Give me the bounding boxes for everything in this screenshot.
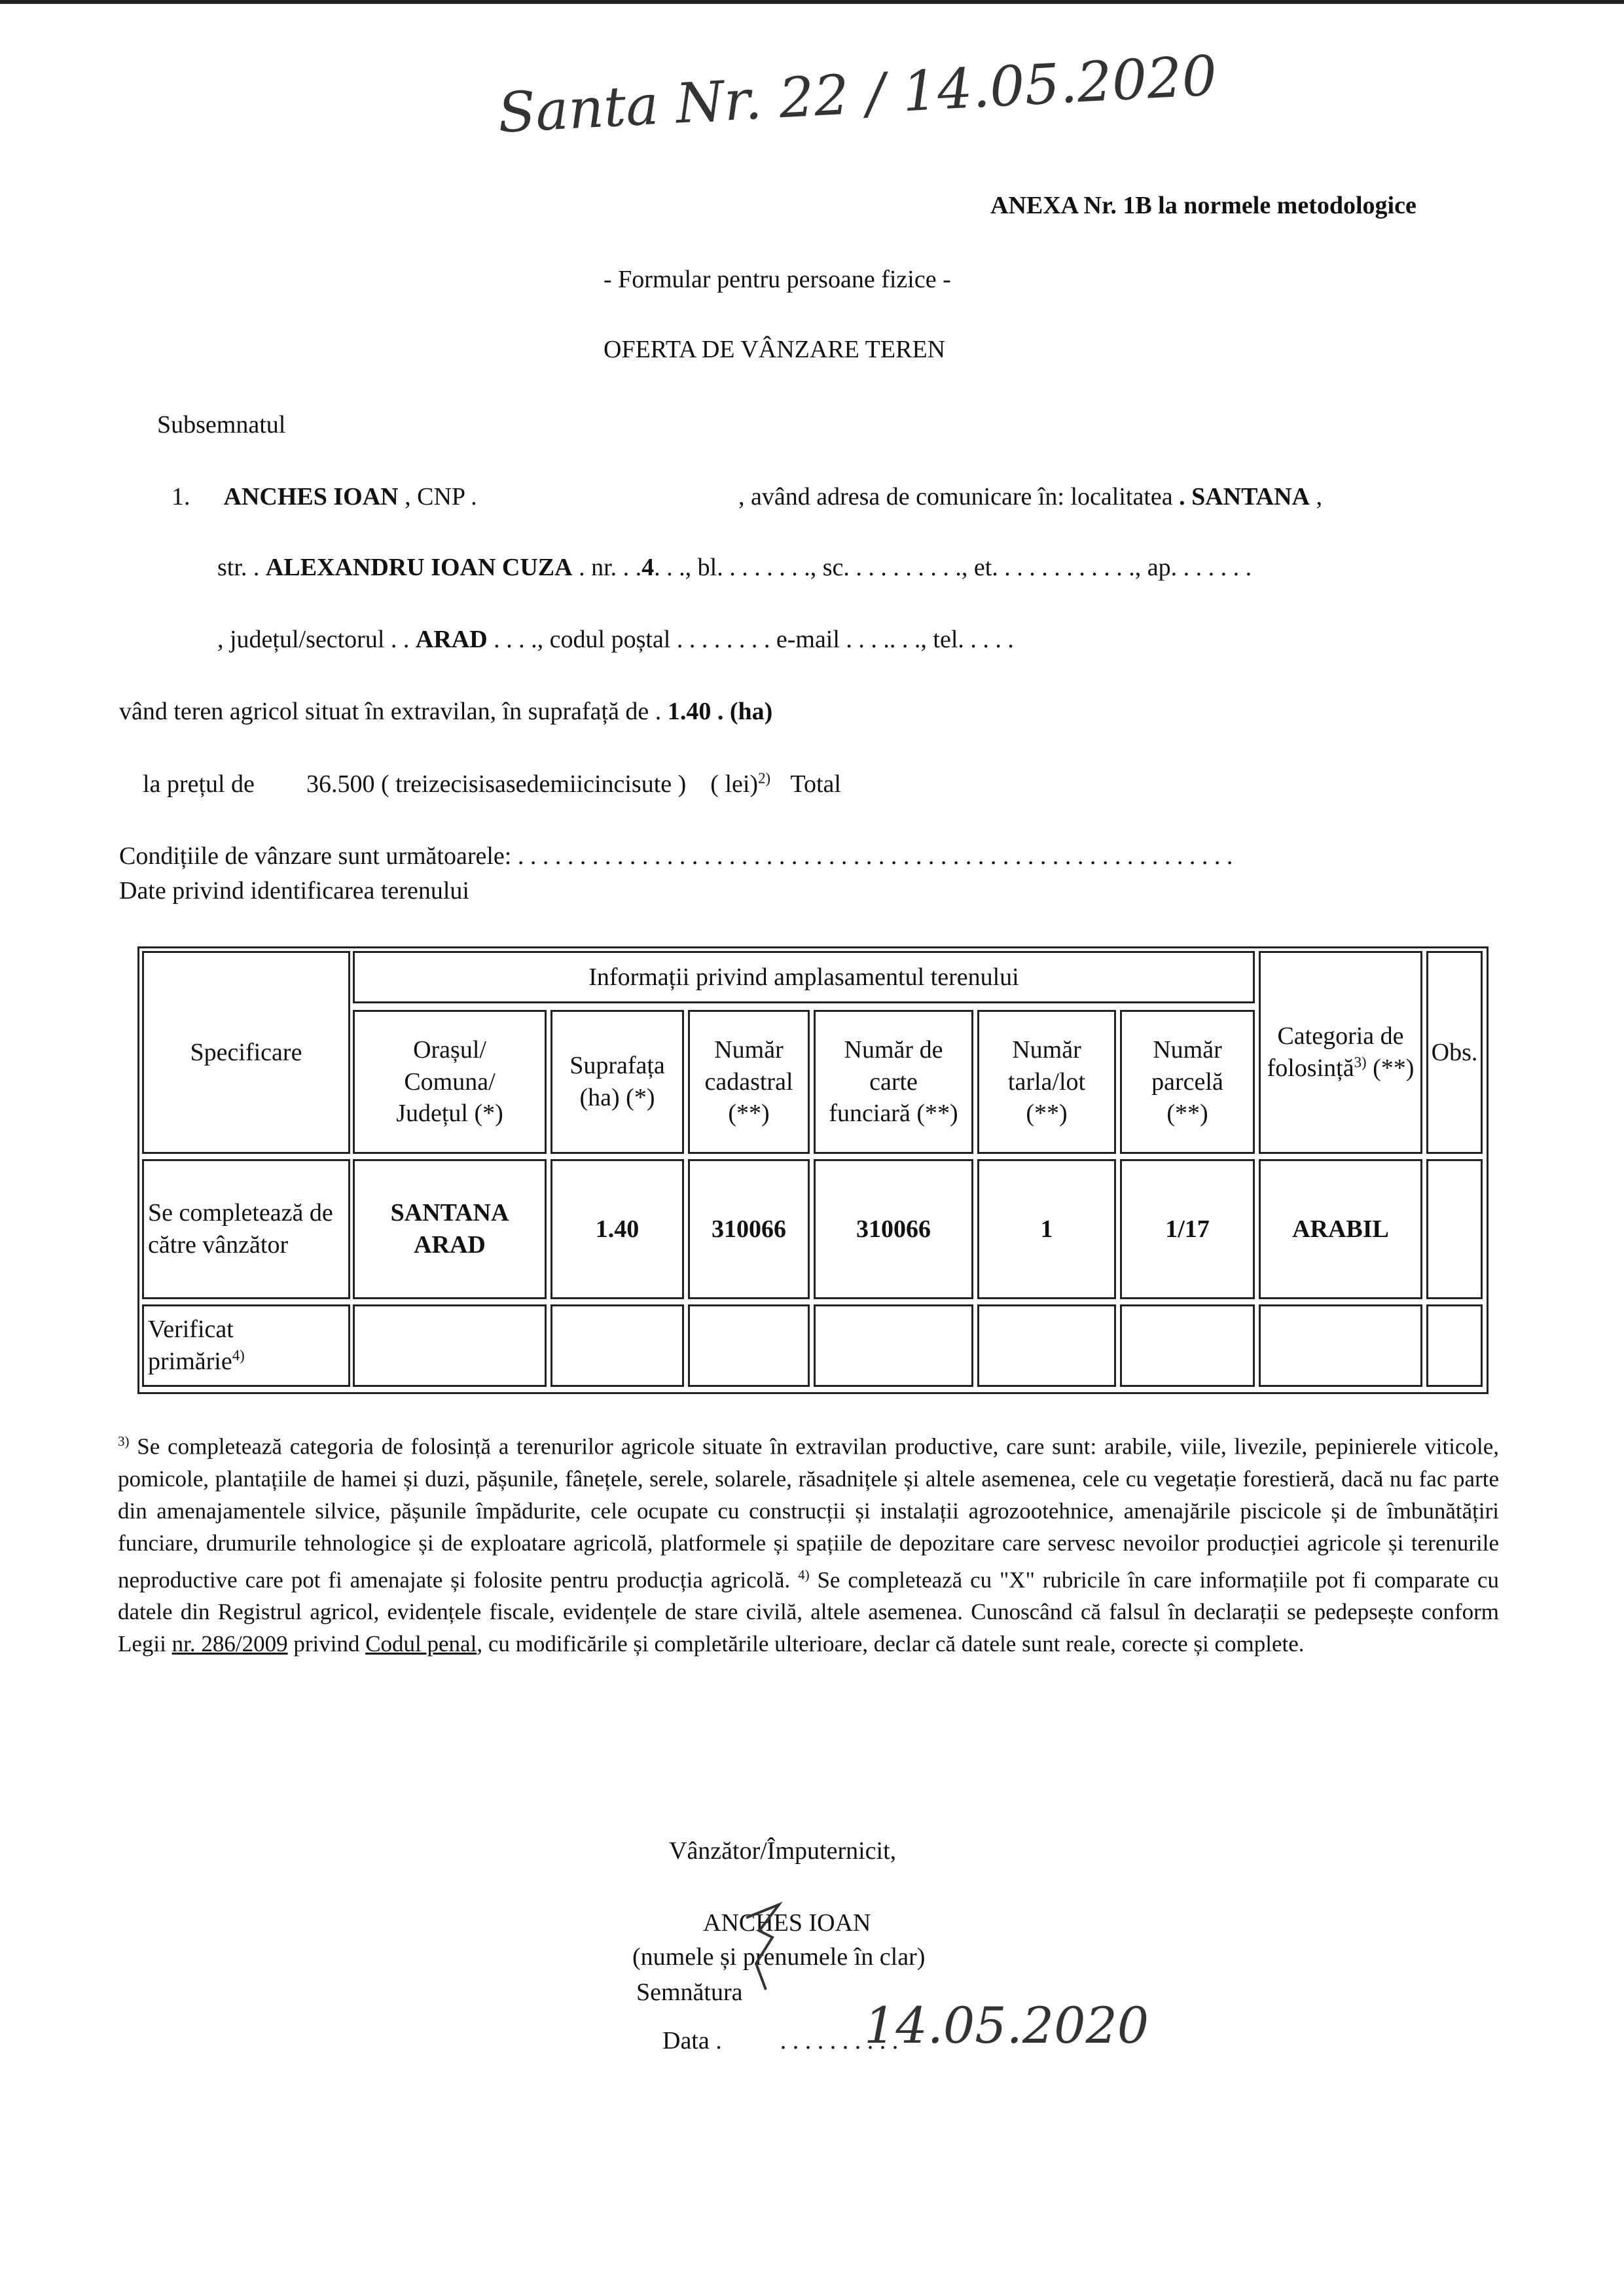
col-cadastral [688,1010,810,1154]
row1-oras-value: SANTANA [390,1199,509,1227]
row1-cadastral-value: 310066 [712,1215,786,1243]
row1-tarla-value: 1 [1040,1215,1053,1243]
signature-role: Vânzător/Împuternicit, [669,1837,897,1865]
county-value: ARAD [415,626,488,653]
top-border-line [0,0,1624,4]
seller-line-3 [217,625,1014,654]
row2-obs [1426,1304,1483,1387]
col-oras-label: Orașul/ Comuna/ Județul (*) [396,1036,503,1128]
col-suprafata-label: Suprafața (ha) (*) [569,1052,665,1111]
col-parcela [1120,1010,1255,1154]
row1-label [142,1159,350,1299]
col-oras [353,1010,547,1154]
land-text: vând teren agricol situat în extravilan, în suprafață de . [119,698,662,725]
line2-rest: . . ., bl. . . . . . . ., sc. . . . . . . . . ., et. . . . . . . . . . . ., ap. . . . . . . [654,554,1252,581]
land-area: 1.40 [667,698,712,725]
seller-line-1 [171,482,477,511]
col-suprafata [550,1010,684,1154]
footnote-4-marker: 4) [798,1566,810,1583]
land-unit: . (ha) [717,698,773,725]
footnote-text-c: privind [287,1631,366,1657]
row1-suprafata-value: 1.40 [595,1215,640,1243]
locality-value: . SANTANA [1179,483,1310,511]
conditions-line: Condițiile de vânzare sunt următoarele: . . . . . . . . . . . . . . . . . . . . . . . . . . . . . . . . . . . . . . . . . . . . . . . . . . . . . . . . . . [119,842,1233,870]
row1-carte-value: 310066 [856,1215,931,1243]
row2-suprafata [550,1304,684,1387]
col-tarla-label: Număr tarla/lot (**) [1007,1036,1086,1128]
identification-heading: Date privind identificarea terenului [119,877,469,905]
header-group-label: Informații privind amplasamentul terenului [588,963,1019,991]
row1-parcela [1120,1159,1255,1299]
row2-tarla [977,1304,1116,1387]
row2-parcela [1120,1304,1255,1387]
address-label [738,482,1322,511]
seller-index: 1. [171,483,190,511]
nr-value: 4 [641,554,655,581]
handwritten-registration-note: Santa Nr. 22 / 14.05.2020 [496,43,1219,145]
subsemnatul-label: Subsemnatul [157,411,286,439]
row2-label-sup: 4) [232,1347,245,1364]
col-carte [814,1010,973,1154]
footnote-4-text: Se completează cu "X" rubricile în care informațiile pot fi comparate cu datele din Registrul agricol, evidențele fiscale, evidențele de stare civilă, altele asemenea. Cunoscând că falsul în declarații se pedepsește conform Legii [118,1567,1500,1657]
col-obs-label: Obs. [1431,1038,1478,1066]
signature-name: ANCHES IOAN [703,1909,871,1937]
date-line [662,2026,898,2055]
price-value: 36.500 ( treizecisisasedemiicincisute ) [306,770,687,798]
row1-parcela-value: 1/17 [1165,1215,1210,1243]
price-line [143,770,841,798]
footnote-3-text: Se completează categoria de folosință a terenurilor agricole situate în extravilan productive, care sunt: arabile, viile, livezile, pepinierele viticole, pomicole, plantațiile de hamei și duzi, pășunile, fânețele, serele, solarele, răsadnițele și altele asemenea, cele cu vegetație forestieră, dacă nu fac parte din amenajamentele silvice, pășunile împădurite, cele ocupate cu construcții și instalații agrozootehnice, amenajările piscicole și de îmbunătățiri funciare, drumurile tehnologice și de exploatare agricolă, platformele și spațiile de depozitare care servesc nevoilor producției agricole și terenurile neproductive care pot fi amenajate și folosite pentru producția agricolă. [118,1433,1499,1593]
date-dots: . . . . . . . . . . [780,2027,899,2054]
price-currency-sup: 2) [758,770,771,787]
annex-title: ANEXA Nr. 1B la normele metodologice [990,192,1416,219]
col-specificare [142,951,350,1154]
row1-label-text: Se completează de către vânzător [148,1199,333,1259]
col-obs [1426,951,1483,1154]
col-categoria [1259,951,1422,1154]
footnote-paragraph [118,1426,1499,1660]
date-label: Data . [662,2027,722,2054]
signature-label: Semnătura [636,1979,743,2006]
price-currency: ( lei) [710,770,759,798]
line3-rest: . . . ., codul poștal . . . . . . . . e-mail . . . .. . ., tel. . . . . [494,626,1014,653]
form-subtitle: - Formular pentru persoane fizice - [604,266,951,293]
col-categoria-label: Categoria de folosință [1267,1022,1404,1082]
locality-comma: , [1316,483,1322,511]
price-total: Total [790,770,841,798]
form-title: OFERTA DE VÂNZARE TEREN [604,336,946,363]
row2-cadastral [688,1304,810,1387]
seller-line-2 [217,553,1252,582]
row1-oras [353,1159,547,1299]
row1-suprafata [550,1159,684,1299]
col-categoria-suffix: (**) [1373,1054,1415,1082]
row1-carte [814,1159,973,1299]
cnp-label: , CNP . [405,483,477,511]
handwritten-signature [733,1892,792,2009]
col-carte-label: Număr de carte funciară (**) [829,1036,958,1128]
row2-oras [353,1304,547,1387]
footnote-text-d: , cu modificările și completările ulterioare, declar că datele sunt reale, corecte și complete. [477,1631,1305,1657]
land-line [119,697,772,726]
street-value: ALEXANDRU IOAN CUZA [265,554,573,581]
street-label: str. . [217,554,260,581]
col-cadastral-label: Număr cadastral (**) [704,1036,793,1128]
handwritten-date: 14.05.2020 [864,1996,1149,2054]
footnote-3-marker: 3) [118,1433,130,1449]
row2-carte [814,1304,973,1387]
row1-judet-value: ARAD [414,1231,486,1259]
col-tarla [977,1010,1116,1154]
row2-categoria [1259,1304,1422,1387]
header-group [353,951,1255,1003]
penal-code-link[interactable]: Codul penal [365,1631,477,1657]
signature-name-hint: (numele și prenumele în clar) [632,1943,926,1971]
row1-cadastral [688,1159,810,1299]
row2-label [142,1304,350,1387]
price-label: la prețul de [143,770,255,798]
row2-label-text: Verificat primărie [148,1316,234,1375]
col-specificare-label: Specificare [190,1038,302,1066]
nr-label: . nr. . . [579,554,642,581]
col-categoria-sup: 3) [1354,1054,1367,1071]
address-label-text: , având adresa de comunicare în: localitatea [738,483,1173,511]
row1-categoria [1259,1159,1422,1299]
land-table [137,946,1489,1394]
row1-categoria-value: ARABIL [1292,1215,1389,1243]
county-label: , județul/sectorul . . [217,626,410,653]
row1-obs [1426,1159,1483,1299]
col-parcela-label: Număr parcelă (**) [1151,1036,1223,1128]
law-link[interactable]: nr. 286/2009 [171,1631,288,1657]
row1-tarla [977,1159,1116,1299]
seller-name: ANCHES IOAN [223,483,399,511]
